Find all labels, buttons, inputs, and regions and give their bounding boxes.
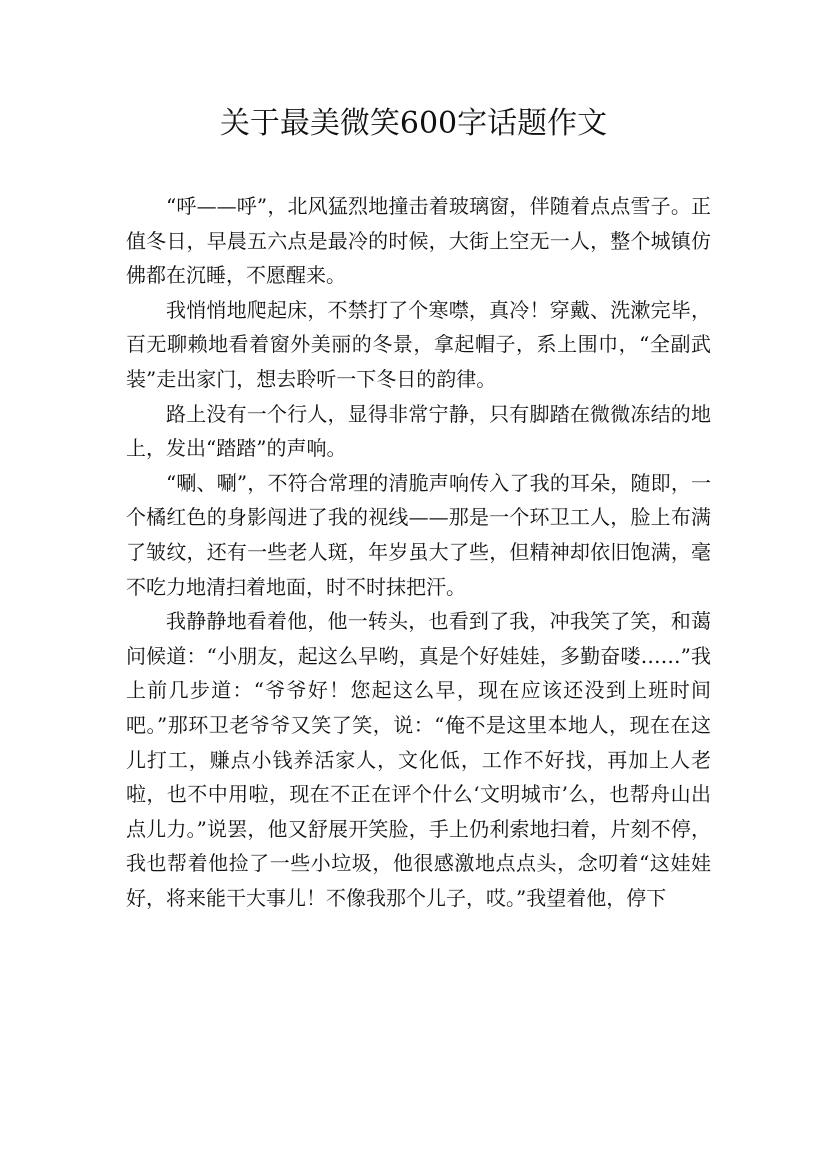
paragraph: 路上没有一个行人，显得非常宁静，只有脚踏在微微冻结的地上，发出“踏踏”的声响。 — [126, 401, 711, 461]
document-body — [126, 189, 711, 915]
paragraph: 我悄悄地爬起床，不禁打了个寒噤，真冷！穿戴、洗漱完毕，百无聊赖地看着窗外美丽的冬景，拿起帽子，系上围巾，“全副武装”走出家门，想去聆听一下冬日的韵律。 — [126, 297, 711, 391]
paragraph: “呼——呼”，北风猛烈地撞击着玻璃窗，伴随着点点雪子。正值冬日，早晨五六点是最冷的时候，大街上空无一人，整个城镇仿佛都在沉睡，不愿醒来。 — [126, 194, 711, 288]
document-title: 关于最美微笑600字话题作文 — [219, 106, 608, 141]
paragraph: 我静静地看着他，他一转头，也看到了我，冲我笑了笑，和蔼问候道：“小朋友，起这么早哟，真是个好娃娃，多勤奋喽……”我上前几步道：“爷爷好！您起这么早，现在应该还没到上班时间吧。”那环卫老爷爷又笑了笑，说：“俺不是这里本地人，现在在这儿打工，赚点小钱养活家人，文化低，工作不好找，再加上人老啦，也不中用啦，现在不正在评个什么‘文明城市’么，也帮舟山出点儿力。”说罢，他又舒展开笑脸，手上仍利索地扫着，片刻不停，我也帮着他捡了一些小垃圾，他很感激地点点头，念叨着“这娃娃好，将来能干大事儿！不像我那个儿子，哎。”我望着他，停下 — [126, 609, 711, 910]
paragraph: “唰、唰”，不符合常理的清脆声响传入了我的耳朵，随即，一个橘红色的身影闯进了我的视线——那是一个环卫工人，脸上布满了皱纹，还有一些老人斑，年岁虽大了些，但精神却依旧饱满，毫不吃力地清扫着地面，时不时抹把汗。 — [126, 470, 711, 599]
